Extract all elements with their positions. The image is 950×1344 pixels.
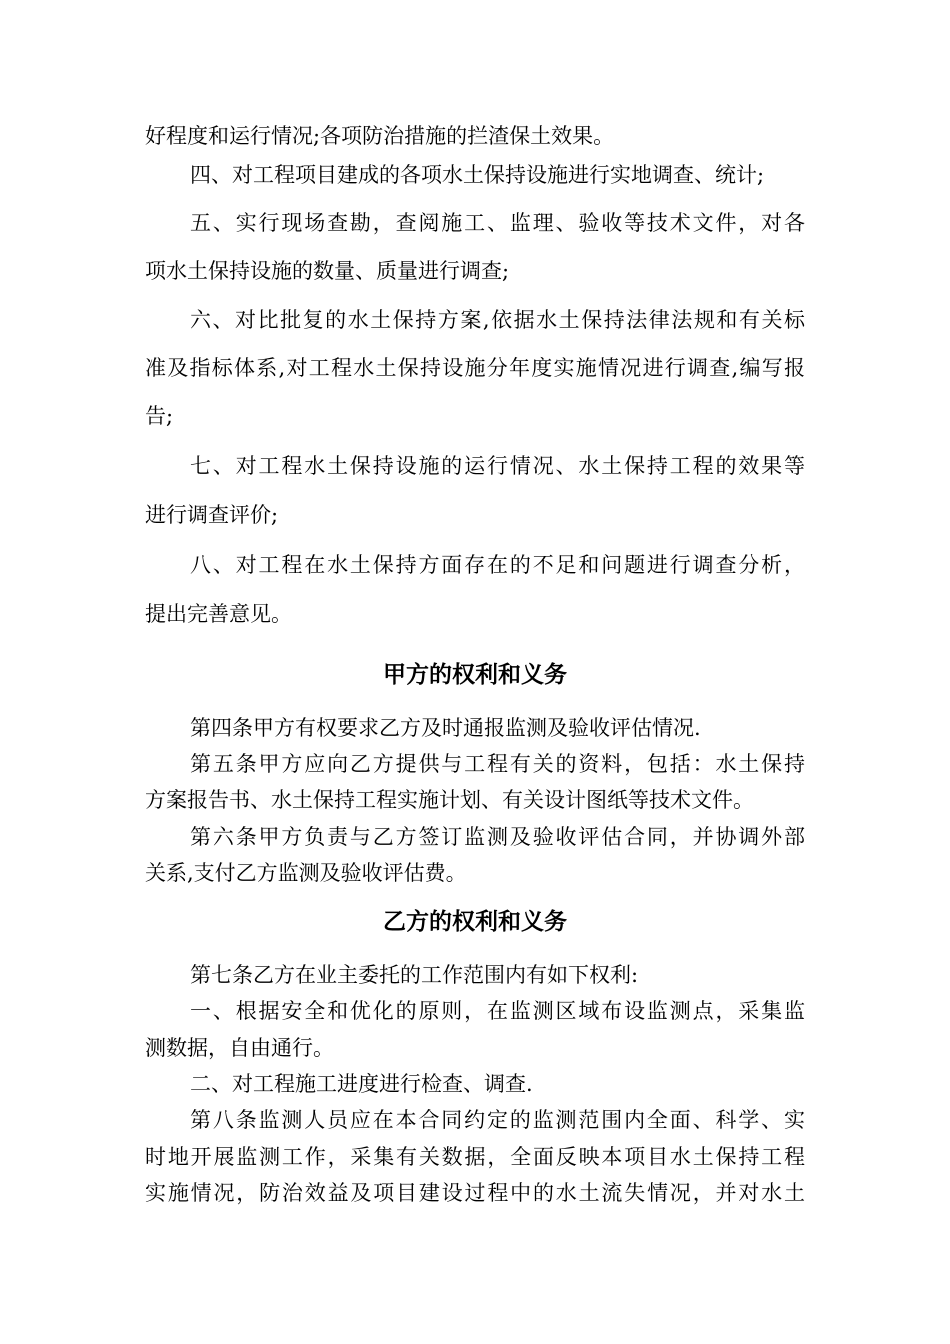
paragraph-line: 第六条甲方负责与乙方签订监测及验收评估合同，并协调外部 bbox=[190, 825, 805, 849]
paragraph-line: 八、对工程在水土保持方面存在的不足和问题进行调查分析， bbox=[190, 553, 805, 577]
paragraph-line: 四、对工程项目建成的各项水土保持设施进行实地调查、统计; bbox=[190, 163, 765, 187]
paragraph-line: 六、对比批复的水土保持方案,依据水土保持法律法规和有关标 bbox=[190, 308, 805, 332]
paragraph-line: 七、对工程水土保持设施的运行情况、水土保持工程的效果等 bbox=[190, 454, 805, 478]
paragraph-line: 第五条甲方应向乙方提供与工程有关的资料，包括：水土保持 bbox=[190, 752, 805, 776]
paragraph-line: 时地开展监测工作，采集有关数据，全面反映本项目水土保持工程 bbox=[145, 1145, 805, 1169]
paragraph-line: 告; bbox=[145, 404, 174, 428]
paragraph-line: 方案报告书、水土保持工程实施计划、有关设计图纸等技术文件。 bbox=[145, 788, 754, 812]
paragraph-line: 五、实行现场查勘，查阅施工、监理、验收等技术文件，对各 bbox=[190, 211, 805, 235]
paragraph-line: 第七条乙方在业主委托的工作范围内有如下权利: bbox=[190, 963, 639, 987]
paragraph-line: 进行调查评价; bbox=[145, 503, 279, 527]
paragraph-line: 好程度和运行情况;各项防治措施的拦渣保土效果。 bbox=[145, 124, 615, 148]
paragraph-line: 提出完善意见。 bbox=[145, 602, 292, 626]
paragraph-line: 项水土保持设施的数量、质量进行调查; bbox=[145, 259, 510, 283]
paragraph-line: 准及指标体系,对工程水土保持设施分年度实施情况进行调查,编写报 bbox=[145, 356, 805, 380]
paragraph-line: 二、对工程施工进度进行检查、调查. bbox=[190, 1072, 533, 1096]
paragraph-line: 第四条甲方有权要求乙方及时通报监测及验收评估情况. bbox=[190, 716, 701, 740]
paragraph-line: 一、根据安全和优化的原则，在监测区域布设监测点，采集监 bbox=[190, 999, 805, 1023]
paragraph-line: 实施情况，防治效益及项目建设过程中的水土流失情况，并对水土 bbox=[145, 1181, 805, 1205]
section-heading-party-a: 甲方的权利和义务 bbox=[383, 662, 567, 688]
paragraph-line: 第八条监测人员应在本合同约定的监测范围内全面、科学、实 bbox=[190, 1108, 805, 1132]
paragraph-line: 关系,支付乙方监测及验收评估费。 bbox=[145, 861, 467, 885]
section-heading-party-b: 乙方的权利和义务 bbox=[383, 909, 567, 935]
paragraph-line: 测数据，自由通行。 bbox=[145, 1036, 334, 1060]
